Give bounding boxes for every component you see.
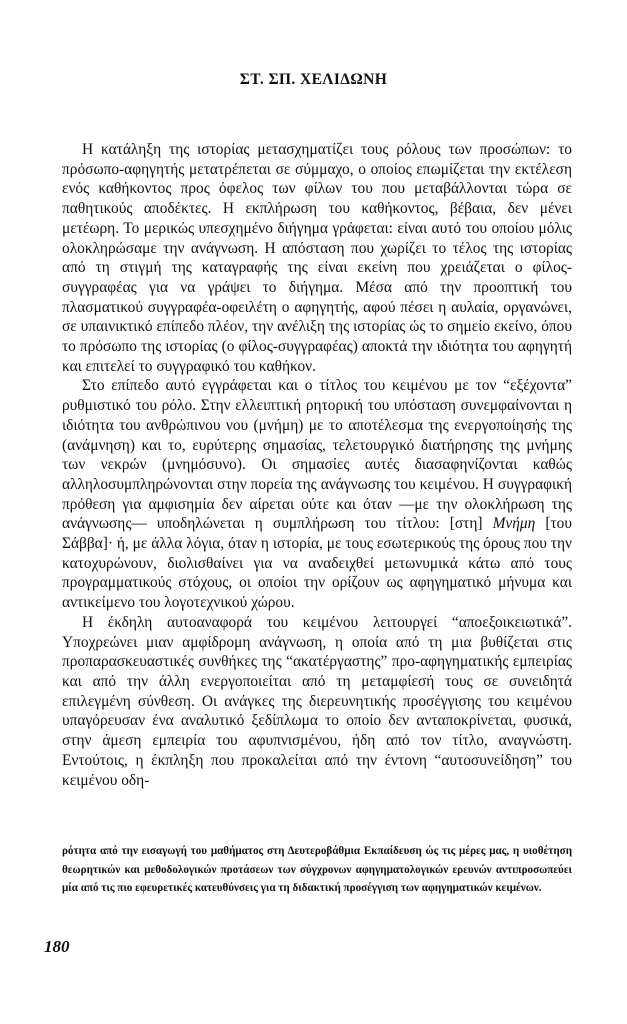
paragraph-2-part-2: [του Σάββα]· ή, με άλλα λόγια, όταν η ιστορία, με τους εσωτερικούς της όρους που την κατοχυρώνουν, διολισθαίνει για να αναδειχθεί μετωνυμικά κάτω από τους προγραμματικούς στόχους, οι οποίοι την ορίζουν ως αφηγηματικό μήνυμα και αντικείμενο του λογοτεχνικού χώρου.: [62, 515, 572, 612]
page-number: 180: [44, 937, 70, 956]
title-mention: Μνήμη: [492, 515, 536, 533]
footnote: ρότητα από την εισαγωγή του μαθήματος στη Δευτεροβάθμια Εκπαίδευση ώς τις μέρες μας, η υιοθέτηση θεωρητικών και μεθοδολογικών προτάσεων των σύγχρονων αφηγηματολογικών ερευνών αντιπροσωπεύει μία από τις πιο εφευρετικές κατευθύνσεις για τη διδακτική προσέγγιση των αφηγηματικών κειμένων.: [62, 845, 572, 895]
paragraph-3: Η έκδηλη αυτοαναφορά του κειμένου λειτουργεί “αποεξοικειωτικά”. Υποχρεώνει μιαν αμφίδρομη ανάγνωση, η οποία από τη μια βυθίζεται στις προπαρασκευαστικές συνθήκες της “ακατέργαστης” προ-αφηγηματικής εμπειρίας και από την άλλη ενεργοποιείται από τη μεταμφίεσή τους σε συνειδητά επιλεγμένη σύνθεση. Οι ανάγκες της διερευνητικής προσέγγισης του κειμένου υπαγόρευσαν ένα αναλυτικό ξεδίπλωμα το οποίο δεν ανταποκρίνεται, φυσικά, στην άμεση εμπειρία του αφυπνισμένου, ήδη από τον τίτλο, αναγνώστη. Εντούτοις, η έκπληξη που προκαλείται από την έντονη “αυτοσυνείδηση” του κειμένου οδη-: [62, 613, 572, 789]
paragraph-2: [62, 376, 572, 612]
paragraph-1: Η κατάληξη της ιστορίας μετασχηματίζει τους ρόλους των προσώπων: το πρόσωπο-αφηγητής μετατρέπεται σε σύμμαχο, ο οποίος επωμίζεται την εκτέλεση ενός καθήκοντος προς όφελος των φίλων του που μεταβάλλονται τώρα σε παθητικούς αποδέκτες. Η εκπλήρωση του καθήκοντος, βέβαια, δεν μένει μετέωρη. Το μερικώς υπεσχημένο διήγημα γράφεται: είναι αυτό του οποίου μόλις ολοκληρώσαμε την ανάγνωση. Η απόσταση που χωρίζει το τέλος της ιστορίας από τη στιγμή της καταγραφής της είναι εκείνη που χρειάζεται ο φίλος-συγγραφέας για να γράψει το διήγημα. Μέσα από την προοπτική του πλασματικού συγγραφέα-οφειλέτη ο αφηγητής, αφού πέσει η αυλαία, οργανώνει, σε υπαινικτικό επίπεδο πλέον, την ανέλιξη της ιστορίας ώς το σημείο εκείνο, όπου το πρόσωπο της ιστορίας (ο φίλος-συγγραφέας) αποκτά την ιδιότητα του αφηγητή και επιτελεί το συγγραφικό του καθήκον.: [62, 141, 572, 375]
paragraph-2-part-1: Στο επίπεδο αυτό εγγράφεται και ο τίτλος του κειμένου με τον “εξέχοντα” ρυθμιστικό του ρόλο. Στην ελλειπτική ρητορική του υπόσταση συνεμφαίνονται η ιδιότητα του ανθρώπινου νου (μνήμη) με το αποτέλεσμα της ενεργοποίησής της (ανάμνηση) και το, ευρύτερης σημασίας, τελετουργικό διατήρησης της μνήμης των νεκρών (μνημόσυνο). Οι σημασίες αυτές διασαφηνίζονται καθώς αλληλοσυμπληρώνονται στην πορεία της ανάγνωσης του κειμένου. Η συγγραφική πρόθεση για αμφισημία δεν αίρεται ούτε και όταν —με την ολοκλήρωση της ανάγνωσης— υποδηλώνεται η συμπλήρωση του τίτλου: [στη]: [62, 377, 572, 533]
running-header: ΣΤ. ΣΠ. ΧΕΛΙΔΩΝΗ: [239, 71, 388, 88]
main-text: [62, 140, 572, 790]
